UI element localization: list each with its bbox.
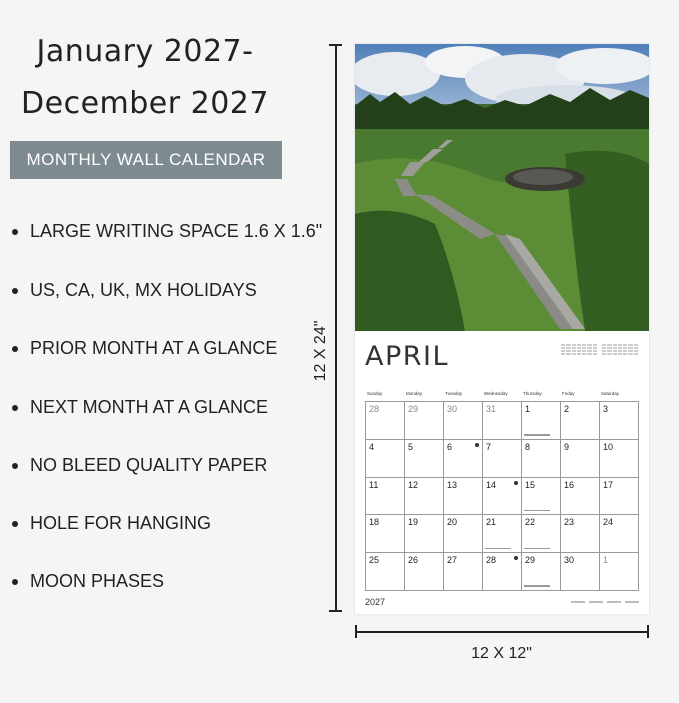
calendar-mockup — [355, 44, 649, 614]
landscape-photo — [355, 44, 649, 331]
day-cell — [561, 402, 600, 440]
day-cell — [483, 478, 522, 516]
day-number: 2 — [564, 404, 570, 414]
day-cell — [483, 440, 522, 478]
moon-phase-icon — [514, 556, 518, 560]
feature-label: US, CA, UK, MX HOLIDAYS — [30, 280, 257, 300]
day-number: 14 — [486, 479, 497, 490]
month-name: APRIL — [365, 341, 450, 372]
holiday-note — [485, 548, 511, 550]
feature-item — [12, 455, 267, 476]
day-cell — [522, 553, 561, 591]
weekday-label: Saturday — [601, 391, 620, 396]
day-number: 30 — [564, 555, 575, 566]
height-dimension-cap-bottom — [329, 610, 342, 612]
day-cell — [405, 515, 444, 553]
bullet-icon — [12, 346, 18, 352]
day-cell — [561, 515, 600, 553]
feature-item — [12, 338, 277, 359]
day-cell — [600, 402, 639, 440]
day-number: 25 — [369, 555, 380, 566]
moon-phase-legend — [571, 601, 639, 603]
day-number: 10 — [603, 441, 614, 452]
day-number: 21 — [486, 517, 497, 528]
day-number: 12 — [408, 479, 419, 490]
feature-item — [12, 397, 268, 418]
width-dimension-cap-right — [647, 625, 649, 638]
day-number: 28 — [369, 404, 380, 414]
weekday-header — [365, 391, 638, 396]
bullet-icon — [12, 288, 18, 294]
height-dimension-label: 12 X 24" — [312, 320, 329, 382]
day-number: 26 — [408, 555, 419, 566]
day-cell — [522, 515, 561, 553]
day-number: 30 — [447, 404, 458, 414]
weekday-label: Monday — [406, 391, 423, 396]
day-cell — [561, 440, 600, 478]
day-cell — [561, 553, 600, 591]
holiday-note — [524, 434, 550, 436]
weekday-label: Friday — [562, 391, 575, 396]
day-cell — [366, 478, 405, 516]
weekday-label: Wednesday — [484, 391, 508, 396]
feature-item — [12, 513, 211, 534]
day-number: 9 — [564, 441, 570, 452]
moon-phase-icon — [514, 481, 518, 485]
day-cell — [405, 440, 444, 478]
day-number: 17 — [603, 479, 614, 490]
day-number: 13 — [447, 479, 458, 490]
weekday-label: Sunday — [367, 391, 383, 396]
day-cell — [366, 515, 405, 553]
day-number: 11 — [369, 479, 379, 490]
day-cell — [366, 402, 405, 440]
day-number: 8 — [525, 441, 531, 452]
feature-label: HOLE FOR HANGING — [30, 513, 212, 533]
day-number: 29 — [408, 404, 419, 414]
feature-label: LARGE WRITING SPACE 1.6 X 1.6" — [30, 221, 323, 241]
day-number: 16 — [564, 479, 575, 490]
day-number: 24 — [603, 517, 614, 528]
feature-label: MOON PHASES — [30, 571, 165, 591]
day-number: 1 — [603, 555, 609, 566]
feature-item — [12, 280, 257, 301]
day-cell — [600, 515, 639, 553]
day-cell — [522, 478, 561, 516]
day-number: 27 — [447, 555, 458, 566]
bullet-icon — [12, 463, 18, 469]
day-cell — [483, 553, 522, 591]
feature-item — [12, 571, 164, 592]
day-cell — [483, 515, 522, 553]
feature-label: NO BLEED QUALITY PAPER — [30, 455, 268, 475]
day-number: 6 — [447, 441, 453, 452]
feature-item — [12, 221, 322, 242]
day-number: 29 — [525, 555, 536, 566]
day-cell — [600, 478, 639, 516]
bullet-icon — [12, 229, 18, 235]
day-number: 3 — [603, 404, 609, 414]
product-type-banner: MONTHLY WALL CALENDAR — [10, 141, 282, 179]
bullet-icon — [12, 579, 18, 585]
day-number: 15 — [525, 479, 536, 490]
next-month-mini-calendar — [602, 342, 638, 370]
feature-label: NEXT MONTH AT A GLANCE — [30, 397, 269, 417]
prior-month-mini-calendar — [561, 342, 597, 370]
day-number: 31 — [486, 404, 497, 414]
holiday-note — [524, 510, 550, 512]
feature-label: PRIOR MONTH AT A GLANCE — [30, 338, 278, 358]
day-cell — [444, 553, 483, 591]
day-number: 7 — [486, 441, 492, 452]
holiday-note — [524, 548, 550, 550]
day-cell — [366, 440, 405, 478]
day-number: 18 — [369, 517, 380, 528]
day-cell — [405, 402, 444, 440]
day-cell — [600, 440, 639, 478]
day-cell — [483, 402, 522, 440]
day-number: 22 — [525, 517, 536, 528]
day-number: 1 — [525, 404, 531, 414]
day-number: 5 — [408, 441, 414, 452]
holiday-note — [524, 585, 550, 587]
weekday-label: Thursday — [523, 391, 542, 396]
day-cell — [444, 402, 483, 440]
day-number: 20 — [447, 517, 458, 528]
calendar-year: 2027 — [365, 597, 386, 607]
bullet-icon — [12, 521, 18, 527]
day-number: 28 — [486, 555, 497, 566]
weekday-label: Tuesday — [445, 391, 463, 396]
day-number: 19 — [408, 517, 419, 528]
height-dimension-line — [335, 44, 337, 611]
day-cell — [444, 478, 483, 516]
month-grid — [365, 401, 639, 591]
day-cell — [405, 553, 444, 591]
day-cell — [522, 402, 561, 440]
day-cell — [405, 478, 444, 516]
heading-line-2: December 2027 — [21, 86, 269, 121]
width-dimension-label: 12 X 12" — [471, 645, 532, 662]
width-dimension-line — [355, 631, 648, 633]
bullet-icon — [12, 405, 18, 411]
heading-line-1: January 2027- — [36, 34, 254, 69]
day-cell — [444, 515, 483, 553]
day-number: 4 — [369, 441, 375, 452]
day-cell — [366, 553, 405, 591]
day-number: 23 — [564, 517, 575, 528]
day-cell — [600, 553, 639, 591]
day-cell — [444, 440, 483, 478]
moon-phase-icon — [475, 443, 479, 447]
day-cell — [522, 440, 561, 478]
day-cell — [561, 478, 600, 516]
